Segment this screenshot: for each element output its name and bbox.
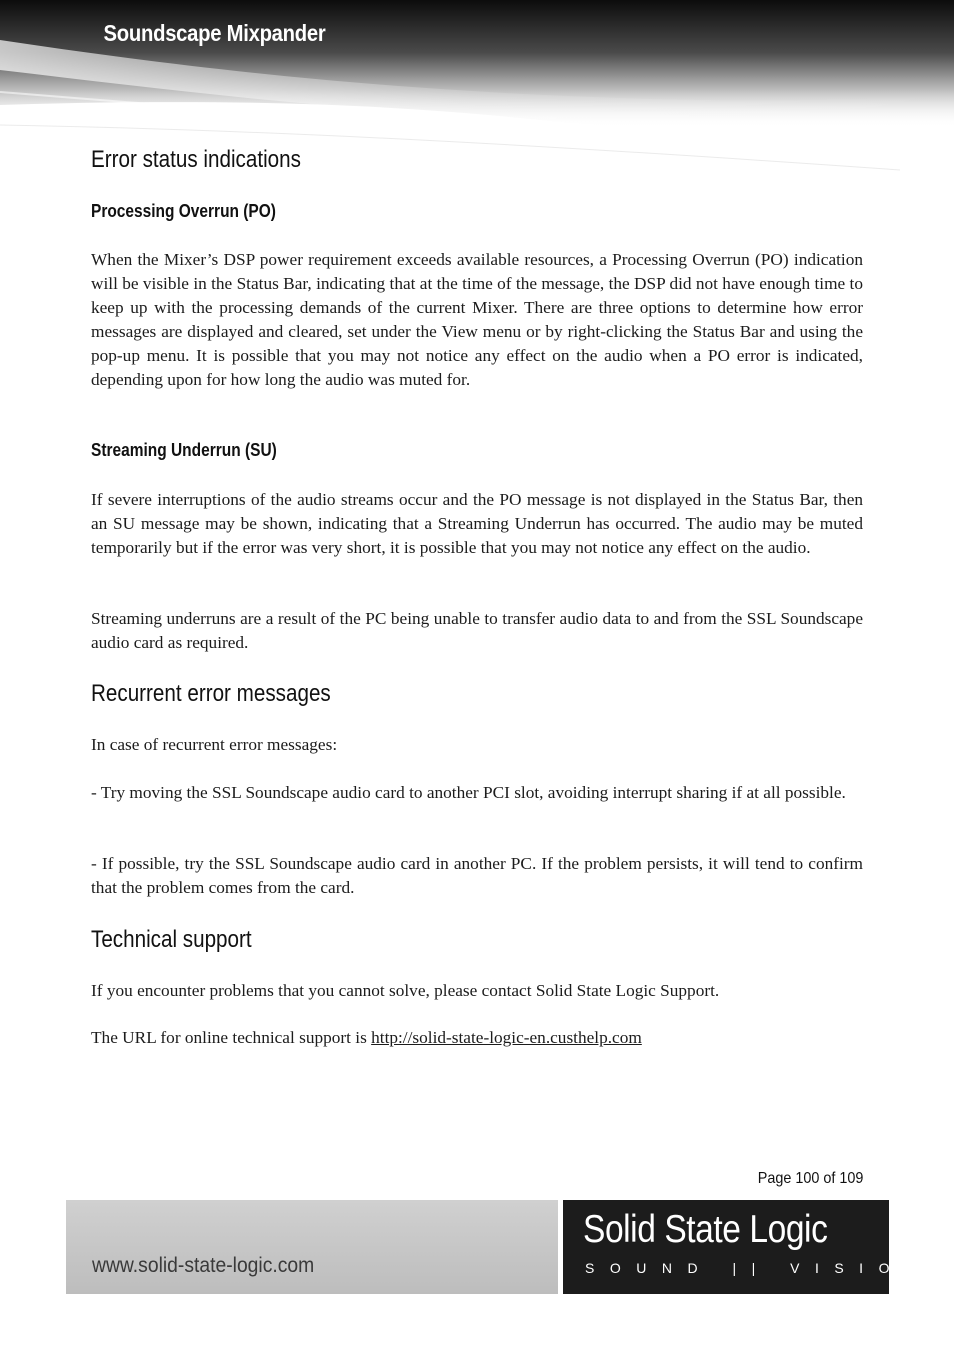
footer-website-panel	[66, 1200, 558, 1294]
document-title: Soundscape Mixpander	[103, 20, 326, 46]
subheading-streaming-underrun: Streaming Underrun (SU)	[91, 440, 277, 460]
paragraph-recurrent-intro: In case of recurrent error messages:	[91, 735, 338, 754]
list-item-pci-slot: - Try moving the SSL Soundscape audio card to another PCI slot, avoiding interrupt sharing if at all possible.	[91, 783, 846, 802]
brand-name: Solid State Logic	[583, 1208, 828, 1251]
heading-technical-support: Technical support	[91, 926, 252, 953]
heading-error-status-indications: Error status indications	[91, 146, 301, 173]
brand-tagline: SOUND || VISION	[585, 1260, 931, 1276]
subheading-processing-overrun: Processing Overrun (PO)	[91, 201, 276, 221]
footer-website-url: www.solid-state-logic.com	[92, 1254, 315, 1277]
support-url-link[interactable]: http://solid-state-logic-en.custhelp.com	[371, 1028, 642, 1047]
support-url-prefix: The URL for online technical support is	[91, 1028, 372, 1047]
heading-recurrent-error-messages: Recurrent error messages	[91, 680, 331, 707]
page-number: Page 100 of 109	[757, 1170, 863, 1187]
paragraph-support-contact: If you encounter problems that you cannot solve, please contact Solid State Logic Support.	[91, 981, 720, 1000]
paragraph-streaming-underrun-1: If severe interruptions of the audio streams occur and the PO message is not displayed in the Status Bar, then an SU message may be shown, indicating that a Streaming Underrun has occurred. The audio may be muted temporarily but if the error was very short, it is possible that you may not notice any effect on the audio.	[91, 490, 863, 557]
paragraph-streaming-underrun-2: Streaming underruns are a result of the PC being unable to transfer audio data to and from the SSL Soundscape audio card as required.	[91, 609, 863, 652]
paragraph-support-url	[91, 1026, 863, 1050]
list-item-another-pc: - If possible, try the SSL Soundscape audio card in another PC. If the problem persists, it will tend to confirm that the problem comes from the card.	[91, 854, 863, 897]
footer-brand-logo	[563, 1200, 931, 1294]
paragraph-processing-overrun: When the Mixer’s DSP power requirement exceeds available resources, a Processing Overrun (PO) indication will be visible in the Status Bar, indicating that at the time of the message, the DSP did not have enough time to keep up with the processing demands of the current Mixer. There are three options to determine how error messages are displayed and cleared, set under the View menu or by right-clicking the Status Bar and using the pop-up menu. It is possible that you may not notice any effect on the audio when a PO error is indicated, depending upon for how long the audio was muted for.	[91, 250, 863, 389]
